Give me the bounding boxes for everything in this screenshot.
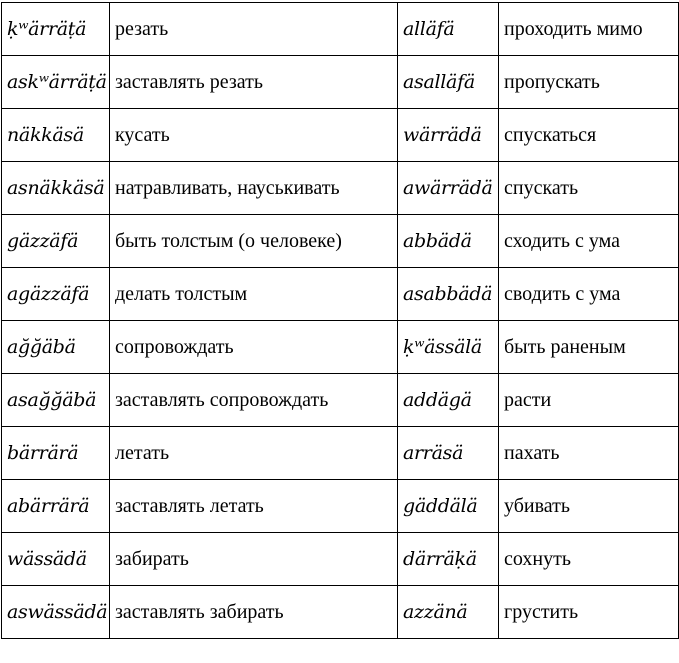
verb-meaning: убивать <box>499 480 679 533</box>
vocabulary-table-body <box>2 3 679 639</box>
verb-word: askʷärräṭä <box>2 56 110 109</box>
table-row <box>2 480 679 533</box>
table-row <box>2 374 679 427</box>
verb-word: gäddälä <box>398 480 499 533</box>
verb-meaning: сопровождать <box>110 321 398 374</box>
verb-word: asabbädä <box>398 268 499 321</box>
verb-word: ağğäbä <box>2 321 110 374</box>
verb-word: därräḳä <box>398 533 499 586</box>
verb-meaning: расти <box>499 374 679 427</box>
verb-word: abbädä <box>398 215 499 268</box>
verb-word: asalläfä <box>398 56 499 109</box>
verb-word: ḳʷässälä <box>398 321 499 374</box>
verb-word: arräsä <box>398 427 499 480</box>
table-row <box>2 56 679 109</box>
verb-meaning: спускать <box>499 162 679 215</box>
verb-meaning: проходить мимо <box>499 3 679 56</box>
table-row <box>2 533 679 586</box>
table-row <box>2 109 679 162</box>
verb-word: asağğäbä <box>2 374 110 427</box>
verb-meaning: сводить с ума <box>499 268 679 321</box>
verb-word: wässädä <box>2 533 110 586</box>
verb-meaning: кусать <box>110 109 398 162</box>
vocabulary-table <box>1 2 679 639</box>
table-row <box>2 321 679 374</box>
table-row <box>2 162 679 215</box>
verb-word: gäzzäfä <box>2 215 110 268</box>
verb-word: wärrädä <box>398 109 499 162</box>
verb-meaning: заставлять резать <box>110 56 398 109</box>
verb-meaning: сходить с ума <box>499 215 679 268</box>
verb-meaning: заставлять летать <box>110 480 398 533</box>
table-row <box>2 586 679 639</box>
verb-meaning: сохнуть <box>499 533 679 586</box>
table-row <box>2 427 679 480</box>
verb-word: aswässädä <box>2 586 110 639</box>
verb-meaning: натравливать, науськивать <box>110 162 398 215</box>
verb-meaning: спускаться <box>499 109 679 162</box>
verb-meaning: пропускать <box>499 56 679 109</box>
verb-meaning: заставлять сопровождать <box>110 374 398 427</box>
verb-word: alläfä <box>398 3 499 56</box>
verb-meaning: резать <box>110 3 398 56</box>
verb-word: awärrädä <box>398 162 499 215</box>
verb-meaning: пахать <box>499 427 679 480</box>
table-row <box>2 215 679 268</box>
verb-meaning: летать <box>110 427 398 480</box>
verb-meaning: быть толстым (о человеке) <box>110 215 398 268</box>
verb-meaning: делать толстым <box>110 268 398 321</box>
verb-word: addägä <box>398 374 499 427</box>
verb-word: asnäkkäsä <box>2 162 110 215</box>
verb-meaning: быть раненым <box>499 321 679 374</box>
verb-word: ḳʷärräṭä <box>2 3 110 56</box>
table-row <box>2 268 679 321</box>
verb-word: azzänä <box>398 586 499 639</box>
verb-meaning: заставлять забирать <box>110 586 398 639</box>
verb-word: näkkäsä <box>2 109 110 162</box>
verb-meaning: забирать <box>110 533 398 586</box>
verb-word: agäzzäfä <box>2 268 110 321</box>
verb-meaning: грустить <box>499 586 679 639</box>
verb-word: bärrärä <box>2 427 110 480</box>
verb-word: abärrärä <box>2 480 110 533</box>
table-row <box>2 3 679 56</box>
